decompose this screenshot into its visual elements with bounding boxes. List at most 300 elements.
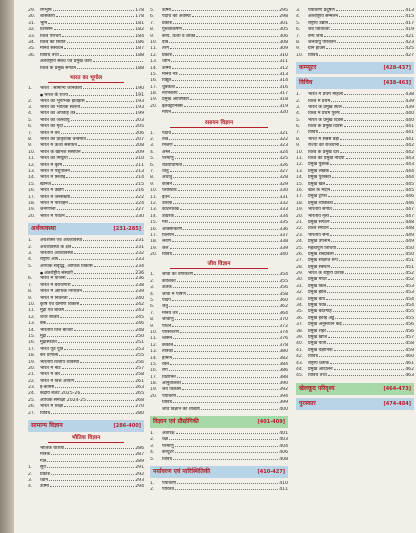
- entry-number: 15.: [150, 361, 158, 367]
- entry-title: विश्व की स्थिति: [40, 39, 66, 45]
- entry-title: प्रमुख पुस्तकें: [308, 162, 330, 168]
- entry-page: 455: [405, 309, 414, 315]
- entry-number: 9.: [296, 46, 301, 52]
- entry-page: 246: [135, 321, 144, 327]
- dot-leader: [82, 152, 135, 153]
- entry-title: अर्थव्यवस्था के क्षेत्र: [40, 244, 72, 250]
- entry-page: 337: [279, 232, 288, 238]
- entry-title: प्रमुख खोज: [308, 334, 327, 340]
- entry-number: 12.: [150, 342, 158, 348]
- entry-number: 16.: [150, 78, 158, 84]
- entry-page: 410: [279, 481, 288, 486]
- dot-leader: [77, 68, 134, 69]
- dot-leader: [326, 299, 404, 300]
- entry-title: जंतु: [162, 304, 169, 310]
- entry-number: 15.: [150, 71, 158, 77]
- entry-page: 298: [279, 14, 288, 20]
- entry-page: 292: [135, 471, 144, 477]
- entry-page: 445: [405, 181, 414, 187]
- entry-title: मानव संसाधन: [40, 46, 64, 52]
- entry-page: 384: [279, 361, 288, 367]
- entry-title: भारत में आर्थिक नियोजन: [40, 289, 82, 295]
- entry-page: 268: [135, 397, 144, 403]
- entry-number: 3.: [150, 143, 155, 149]
- dot-leader: [328, 279, 404, 280]
- dot-leader: [80, 304, 134, 305]
- entry-number: 18.: [150, 381, 158, 387]
- dot-leader: [172, 133, 278, 134]
- entry-page: 330: [279, 188, 288, 194]
- toc-entry: [28, 484, 144, 490]
- entry-page: 335: [279, 220, 288, 226]
- entry-page: 320: [279, 110, 288, 116]
- entry-number: 3.: [296, 104, 301, 110]
- entry-page: 323: [279, 143, 288, 149]
- entry-number: 13.: [296, 168, 304, 174]
- dot-leader: [183, 29, 278, 30]
- dot-leader: [179, 313, 279, 314]
- entry-number: 10.: [296, 52, 304, 58]
- entry-number: 25.: [28, 397, 36, 403]
- dot-leader: [63, 165, 134, 166]
- entry-number: 17.: [28, 346, 36, 352]
- dot-leader: [69, 203, 134, 204]
- entry-number: 5.: [296, 117, 301, 123]
- toc-entry: [150, 487, 288, 493]
- entry-page: 294: [135, 484, 144, 490]
- dot-leader: [74, 330, 134, 331]
- entry-title: मुद्रा: [40, 333, 47, 339]
- toc-list-environment: [150, 481, 288, 494]
- entry-page: 193: [135, 98, 144, 104]
- entry-page: 460: [405, 354, 414, 360]
- entry-number: 4.: [150, 291, 155, 297]
- entry-number: 32.: [28, 27, 36, 33]
- dot-leader: [174, 345, 278, 346]
- dot-leader: [52, 184, 134, 185]
- dot-leader: [331, 29, 405, 30]
- entry-title: भारतीय वित्त बाजार: [40, 327, 73, 333]
- dot-leader: [327, 343, 404, 344]
- entry-page: 213: [135, 168, 144, 174]
- entry-title: उत्प्रेरक: [162, 213, 174, 219]
- dot-leader: [328, 196, 404, 197]
- entry-number: 27.: [296, 258, 304, 264]
- entry-page: 419: [405, 27, 414, 33]
- entry-title: भारतीय वित्तीय व्यवस्था: [40, 359, 80, 365]
- entry-title: प्रमुख शहर: [308, 328, 327, 334]
- entry-title: शासकीय: [40, 14, 55, 20]
- entry-title: मिश्रण: [162, 143, 173, 149]
- toc-list-chemistry: [150, 131, 288, 259]
- dot-leader: [171, 61, 278, 62]
- entry-title: इलेक्ट्रॉनिक्स: [162, 103, 183, 109]
- entry-page: 378: [279, 342, 288, 348]
- entry-page: 386: [279, 368, 288, 374]
- entry-title: भारत की मृदा: [40, 124, 63, 130]
- entry-number: 1.: [150, 130, 155, 136]
- entry-number: 20.: [150, 252, 158, 258]
- entry-title: विश्व की प्रमुख नदियाँ: [308, 156, 345, 162]
- dot-leader: [329, 23, 404, 24]
- entry-number: 2.: [296, 98, 301, 104]
- section-pages: [401-409]: [257, 418, 285, 425]
- entry-page: 411: [279, 487, 288, 493]
- entry-title: वन्य जीव: [308, 33, 324, 39]
- entry-page: 211: [135, 162, 144, 168]
- entry-number: 11.: [150, 336, 158, 342]
- dot-leader: [330, 171, 404, 172]
- toc-list-col3-top: [296, 8, 414, 59]
- entry-page: 450: [405, 245, 414, 251]
- entry-title: जीव विज्ञान की शाखाएँ: [162, 406, 201, 412]
- dot-leader: [55, 387, 134, 388]
- entry-number: 3.: [28, 250, 33, 256]
- entry-number: 18.: [150, 91, 158, 97]
- entry-title: अधातु: [162, 175, 173, 181]
- entry-number: 7.: [150, 310, 155, 316]
- entry-number: 8.: [150, 317, 155, 323]
- entry-title: कोशिका: [162, 278, 176, 284]
- entry-number: 41.: [296, 347, 304, 353]
- entry-title: प्रमुख खेल: [308, 181, 326, 187]
- entry-page: 362: [279, 304, 288, 310]
- dot-leader: [51, 413, 134, 414]
- dot-leader: [187, 294, 278, 295]
- dot-leader: [175, 452, 278, 453]
- entry-number: 8.: [150, 175, 155, 181]
- entry-page: 190: [135, 85, 144, 91]
- dot-leader: [327, 305, 404, 306]
- entry-title: ऊष्मा: [162, 65, 171, 71]
- entry-page: 188: [135, 65, 144, 71]
- entry-number: 5.: [150, 156, 155, 162]
- entry-number: 11.: [150, 194, 158, 200]
- entry-number: 1.: [150, 272, 155, 278]
- entry-number: 4.: [296, 14, 301, 20]
- entry-page: 332: [279, 200, 288, 206]
- dot-leader: [343, 324, 404, 325]
- entry-page: 181: [135, 20, 144, 26]
- entry-number: 19.: [150, 387, 158, 393]
- entry-title: परमाणु: [162, 443, 174, 449]
- entry-title: राष्ट्रीय आय: [40, 257, 59, 263]
- entry-number: 14.: [150, 355, 158, 361]
- entry-title: जीवाणु: [162, 317, 174, 323]
- entry-title: जैव विविधता: [308, 27, 330, 33]
- section-pages: [428-437]: [383, 64, 411, 71]
- entry-page: 338: [279, 239, 288, 245]
- entry-number: 11.: [150, 46, 158, 52]
- entry-title: आनुवंशिकी: [162, 381, 181, 387]
- entry-page: 446: [405, 200, 414, 206]
- dot-leader: [93, 61, 143, 62]
- entry-title: कृषि एवं ग्रामीण विकास: [40, 302, 80, 308]
- entry-number: 4.: [296, 111, 301, 117]
- dot-leader: [172, 326, 278, 327]
- section-pages: [474-484]: [383, 400, 411, 407]
- entry-number: 13.: [28, 168, 36, 174]
- dot-leader: [326, 184, 404, 185]
- dot-leader: [174, 145, 279, 146]
- entry-title: मानव नेत्र: [162, 71, 178, 77]
- entry-page: 318: [279, 97, 288, 103]
- entry-number: 5.: [28, 117, 33, 123]
- entry-title: प्रमुख अनुसंधान केंद्र: [308, 322, 342, 328]
- dot-leader: [334, 350, 405, 351]
- entry-title: भारत की प्राकृतिक वनस्पति: [40, 137, 86, 143]
- entry-title: भारत में वित्त आयोग: [40, 378, 75, 384]
- dot-leader: [169, 370, 279, 371]
- entry-page: 441: [405, 124, 414, 130]
- entry-title: पदार्थ: [162, 130, 172, 136]
- dot-leader: [66, 216, 134, 217]
- dot-leader: [76, 113, 134, 114]
- entry-title: तत्व: [162, 137, 169, 143]
- entry-title: पाचन: [162, 323, 172, 329]
- entry-title: राष्ट्रीय प्रतीक: [308, 360, 330, 366]
- dot-leader: [80, 362, 134, 363]
- dot-leader: [62, 36, 134, 37]
- entry-title: ईंधन: [162, 194, 170, 200]
- dot-leader: [335, 318, 404, 319]
- dot-leader: [337, 42, 404, 43]
- entry-title: केंद्रीय बजट 2025-26: [40, 391, 81, 397]
- dot-leader: [75, 381, 134, 382]
- dot-leader: [177, 377, 278, 378]
- dot-leader: [172, 241, 278, 242]
- entry-title: भारत में नोट: [40, 365, 61, 371]
- entry-title: लवण: [162, 239, 171, 245]
- entry-page: 401: [279, 431, 288, 437]
- entry-page: 270: [135, 404, 144, 410]
- entry-title: रेडियोधर्मिता: [162, 162, 182, 168]
- dot-leader: [169, 42, 278, 43]
- dot-leader: [175, 158, 278, 159]
- entry-page: 459: [405, 347, 414, 353]
- entry-number: 17.: [150, 374, 158, 380]
- entry-page: 227: [135, 207, 144, 213]
- dot-leader: [176, 87, 278, 88]
- entry-number: 21.: [28, 372, 36, 378]
- dot-leader: [177, 483, 278, 484]
- entry-title: भारत में पशुपालन: [40, 168, 70, 174]
- entry-title: कर प्रणाली: [40, 353, 59, 359]
- entry-title: रोग: [162, 368, 168, 374]
- entry-number: 18.: [28, 353, 36, 359]
- dot-leader: [331, 222, 405, 223]
- section-title: खेलकूद परिदृश्य: [299, 384, 335, 392]
- entry-page: 444: [405, 175, 414, 181]
- entry-title: भारत की जलवायु: [40, 117, 70, 123]
- section-pages: [464-473]: [383, 385, 411, 392]
- entry-title: पर्यावरण प्रदूषण: [308, 8, 335, 13]
- dot-leader: [170, 48, 278, 49]
- entry-page: 450: [405, 251, 414, 257]
- entry-title: प्रमुख लेखक: [308, 168, 329, 174]
- entry-title: प्रमुख वैज्ञानिक: [308, 347, 333, 353]
- dot-leader: [340, 139, 404, 140]
- dot-leader: [74, 253, 134, 254]
- entry-page: 184: [135, 33, 144, 39]
- entry-page: 186: [135, 39, 144, 45]
- dot-leader: [328, 375, 404, 376]
- entry-number: 3.: [296, 8, 301, 13]
- toc-list-physics: [28, 446, 144, 491]
- dot-leader: [48, 23, 134, 24]
- entry-page: 326: [279, 162, 288, 168]
- entry-title: पादप: [162, 298, 171, 304]
- dot-leader: [66, 177, 134, 178]
- dot-leader: [190, 99, 278, 100]
- dot-leader: [340, 145, 404, 146]
- entry-title: राज्यों की राजधानी: [308, 143, 340, 149]
- entry-page: 210: [135, 156, 144, 162]
- dot-leader: [344, 126, 405, 127]
- entry-page: 309: [279, 46, 288, 52]
- entry-title: हार्मोन: [162, 355, 173, 361]
- entry-number: 14.: [150, 65, 158, 71]
- entry-title: ● भारत के राज्य: [40, 92, 68, 98]
- entry-page: 456: [405, 322, 414, 328]
- entry-page: 329: [279, 181, 288, 187]
- entry-page: 214: [135, 175, 144, 181]
- entry-title: अंतर्राष्ट्रीय संबंध एवं प्रमुख कार्य: [40, 59, 92, 65]
- entry-title: भारत : सामान्य जानकारी: [40, 85, 83, 91]
- dot-leader: [182, 389, 278, 390]
- entry-page: 301: [279, 20, 288, 26]
- entry-number: 19.: [296, 207, 304, 213]
- entry-page: 311: [279, 59, 288, 65]
- section-heading-geography: भारत का भूगोल: [48, 75, 124, 83]
- entry-number: 15.: [28, 181, 36, 187]
- entry-page: 415: [405, 14, 414, 20]
- entry-title: मानव तंत्र: [162, 310, 178, 316]
- dot-leader: [332, 177, 404, 178]
- entry-title: जीवों का वर्गीकरण: [162, 272, 194, 278]
- entry-title: कंकाल: [162, 342, 174, 348]
- toc-entry: [28, 66, 144, 72]
- dot-leader: [180, 209, 278, 210]
- dot-leader: [334, 369, 405, 370]
- entry-title: गैसें: [162, 220, 168, 226]
- dot-leader: [69, 158, 134, 159]
- dot-leader: [173, 254, 278, 255]
- entry-title: प्रशासन: [40, 27, 53, 33]
- entry-page: 209: [135, 149, 144, 155]
- entry-number: 18.: [28, 200, 36, 206]
- dot-leader: [177, 396, 278, 397]
- entry-page: 199: [135, 111, 144, 117]
- entry-title: भारत में जनसंख्या: [40, 194, 71, 200]
- dot-leader: [59, 259, 134, 260]
- section-header-economy: [28, 223, 144, 235]
- entry-title: भारत की मिट्टियाँ: [40, 156, 68, 162]
- entry-title: प्रमुख ट्रॉफी: [308, 194, 327, 200]
- dot-leader: [328, 337, 404, 338]
- dot-leader: [175, 319, 279, 320]
- entry-page: 356: [279, 285, 288, 291]
- entry-number: 3.: [28, 478, 33, 483]
- entry-title: ऑक्सीकरण: [162, 226, 183, 232]
- entry-number: 37.: [296, 322, 304, 328]
- entry-number: 7.: [150, 20, 155, 26]
- entry-number: 7.: [296, 130, 301, 136]
- entry-number: 14.: [150, 213, 158, 219]
- dot-leader: [61, 374, 134, 375]
- dot-leader: [331, 101, 404, 102]
- entry-page: 286: [135, 446, 144, 452]
- entry-page: 458: [405, 341, 414, 347]
- entry-title: भारत में ऊर्जा संसाधन: [40, 143, 78, 149]
- dot-leader: [71, 120, 135, 121]
- entry-number: 44.: [296, 366, 304, 372]
- entry-title: भारत के प्रमुख स्थल: [308, 104, 342, 110]
- entry-title: शेयर बाजार: [40, 314, 60, 320]
- entry-page: 340: [279, 252, 288, 258]
- entry-title: प्रमुख संगठन: [308, 219, 330, 225]
- dot-leader: [192, 16, 279, 17]
- entry-page: 234: [135, 263, 144, 269]
- entry-number: 1.: [150, 431, 155, 437]
- entry-page: 443: [405, 162, 414, 168]
- entry-number: 9.: [28, 295, 33, 301]
- dot-leader: [74, 273, 134, 274]
- entry-number: 39.: [296, 334, 304, 340]
- entry-title: नाभिकीय: [162, 91, 178, 97]
- entry-number: 11.: [28, 308, 36, 314]
- entry-title: प्रमुख झीलें: [308, 290, 327, 296]
- entry-title: मात्रक: [40, 452, 51, 458]
- entry-number: 16.: [296, 187, 304, 193]
- entry-title: विविध: [40, 410, 51, 416]
- section-title: सामान्य विज्ञान: [31, 421, 63, 429]
- entry-number: 6.: [296, 27, 301, 33]
- entry-title: भूमि: [40, 20, 48, 26]
- entry-title: ध्वनि: [162, 59, 171, 65]
- entry-number: 18.: [150, 239, 158, 245]
- entry-page: 449: [405, 239, 414, 245]
- dot-leader: [60, 55, 134, 56]
- entry-title: पर्यावरण: [162, 393, 177, 399]
- dot-leader: [172, 300, 278, 301]
- entry-page: 251: [135, 340, 144, 346]
- entry-page: 355: [279, 278, 288, 284]
- entry-number: 17.: [150, 232, 158, 238]
- entry-page: 404: [279, 443, 288, 449]
- entry-page: 334: [279, 213, 288, 219]
- entry-title: आर्थिक संवृद्धि, आर्थिक विकास: [40, 263, 93, 269]
- entry-number: 11.: [28, 156, 36, 162]
- dot-leader: [346, 158, 405, 159]
- entry-number: 8.: [28, 137, 33, 143]
- section-title: विज्ञान एवं प्रौद्योगिकी: [153, 417, 199, 425]
- entry-title: भारत के खनिज संसाधन: [40, 149, 81, 155]
- entry-number: 6.: [150, 304, 155, 310]
- entry-page: 287: [135, 452, 144, 458]
- section-heading-chemistry: रसायन विज्ञान: [170, 120, 268, 128]
- dot-leader: [344, 94, 404, 95]
- entry-page: 440: [405, 111, 414, 117]
- entry-page: 188: [135, 52, 144, 58]
- entry-page: 313: [279, 71, 288, 77]
- section-header-science: [28, 420, 144, 432]
- dot-leader: [173, 358, 278, 359]
- dot-leader: [172, 112, 278, 113]
- entry-page: 258: [135, 372, 144, 378]
- entry-title: जलवायु परिवर्तन: [308, 39, 336, 45]
- entry-page: 376: [279, 336, 288, 342]
